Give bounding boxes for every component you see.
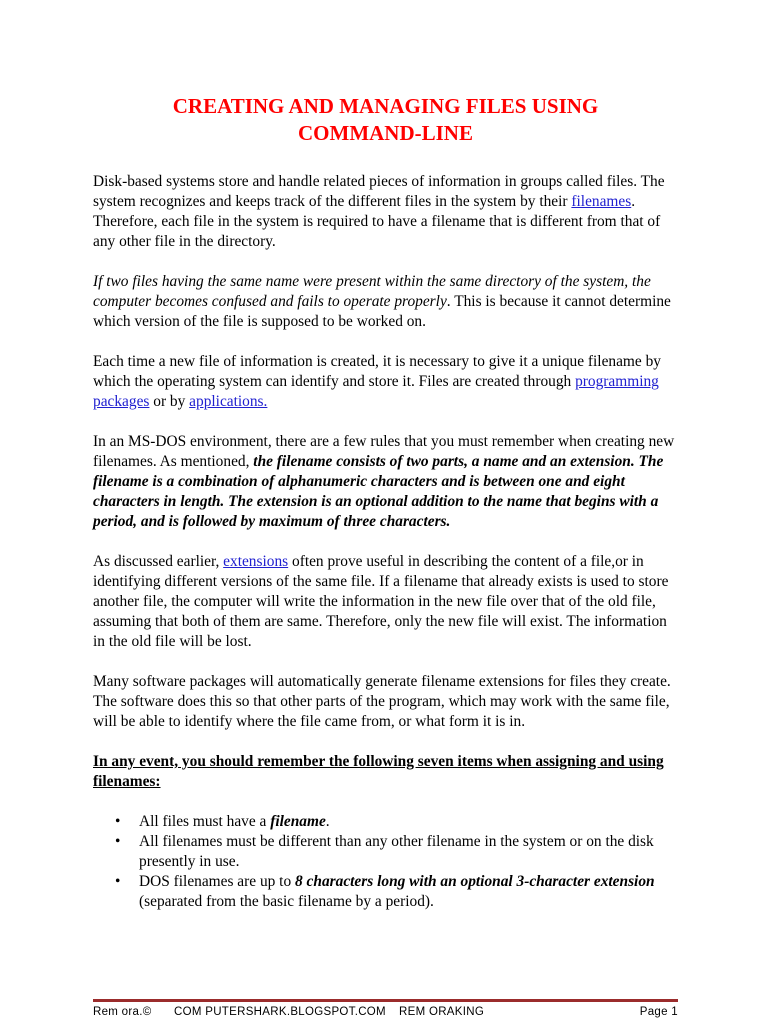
paragraph-6: Many software packages will automatically generate filename extensions for files they create. The software does this so that other parts of the program, which may work with the same file, will be able to identify where the file came from, or what form it is in. (93, 673, 671, 730)
page-footer (93, 1006, 678, 1022)
b2-text: All filenames must be different than any other filename in the system or on the disk presently in use. (139, 833, 654, 870)
paragraph-2 (93, 272, 678, 332)
link-filenames[interactable]: filenames (571, 193, 632, 210)
footer-page-number: Page 1 (639, 1006, 678, 1018)
document-page (93, 93, 678, 912)
bullet-icon: • (115, 873, 121, 890)
b3-text-b: (separated from the basic filename by a period). (139, 893, 434, 910)
link-programming-packages[interactable]: programming packages (93, 373, 659, 410)
p4-text-a: In an MS-DOS environment, there are a few rules that you must remember when creating new filenames. As mentioned, (93, 433, 675, 470)
b3-bold-italic: 8 characters long with an optional 3-character extension (295, 873, 655, 890)
b1-bold-italic: filename (270, 813, 326, 830)
paragraph-3 (93, 352, 678, 412)
p2-text: . This is because it cannot determine which version of the file is supposed to be worked on. (93, 293, 671, 330)
rules-list (93, 812, 678, 912)
p5-text-b: often prove useful in describing the content of a file,or in identifying different versions of the same file. If a filename that already exists is used to store another file, the computer will write the information in the new file over that of the old file, assuming that both of them are same. Therefore, only the new file will exist. The information in the old file will be lost. (93, 553, 669, 650)
paragraph-1 (93, 172, 678, 252)
footer-author: Rem ora.© (93, 1006, 152, 1018)
p5-text-a: As discussed earlier, (93, 553, 224, 570)
section-heading: In any event, you should remember the following seven items when assigning and using filenames: (93, 753, 664, 790)
footer-rule (93, 999, 678, 1002)
paragraph-4 (93, 432, 678, 532)
list-item (93, 832, 678, 872)
p3-text-b: or by (149, 393, 190, 410)
list-item (93, 812, 678, 832)
p1-text-b: . Therefore, each file in the system is required to have a filename that is different from that of any other file in the directory. (93, 193, 661, 250)
paragraph-5 (93, 552, 678, 652)
p4-bold-italic-text: the filename consists of two parts, a name and an extension. The filename is a combination of alphanumeric characters and is between one and eight characters in length. The extension is an optional addition to the name that begins with a period, and is followed by maximum of three characters. (93, 453, 664, 530)
list-item (93, 872, 678, 912)
title-line-1: CREATING AND MANAGING FILES USING (172, 94, 599, 118)
b3-text-a: DOS filenames are up to (139, 873, 296, 890)
footer-tag: REM ORAKING (399, 1006, 485, 1018)
bullet-icon: • (115, 833, 121, 850)
p3-text-a: Each time a new file of information is created, it is necessary to give it a unique filename by which the operating system can identify and store it. Files are created through (93, 353, 661, 390)
title-line-2: COMMAND-LINE (298, 121, 473, 145)
footer-site: COM PUTERSHARK.BLOGSPOT.COM (174, 1006, 386, 1018)
page-title (93, 93, 678, 147)
link-applications[interactable]: applications. (189, 393, 268, 410)
p1-text-a: Disk-based systems store and handle related pieces of information in groups called files. The system recognizes and keeps track of the different files in the system by their (93, 173, 665, 210)
link-extensions[interactable]: extensions (223, 553, 289, 570)
p2-italic-text: If two files having the same name were present within the same directory of the system, the computer becomes confused and fails to operate properly (93, 273, 651, 310)
b1-text-a: All files must have a (139, 813, 271, 830)
bullet-icon: • (115, 813, 121, 830)
b1-text-b: . (325, 813, 330, 830)
